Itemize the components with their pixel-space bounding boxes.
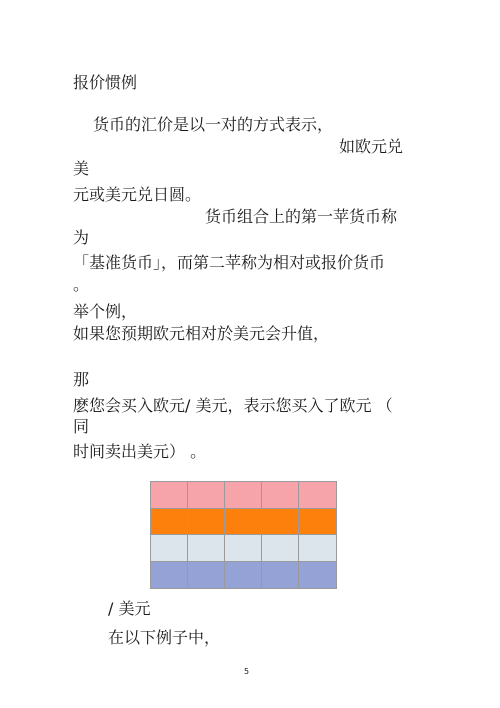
color-table <box>150 481 337 589</box>
table-cell <box>262 562 299 589</box>
table-cell <box>188 509 225 536</box>
table-cell <box>262 509 299 536</box>
paragraph-line: 。 <box>73 275 90 294</box>
paragraph-line: 「基准货币」，而第二苹称为相对或报价货币 <box>73 253 386 272</box>
paragraph-line: 为 <box>73 228 90 247</box>
section-heading: 报价惯例 <box>73 73 138 92</box>
table-cell <box>151 535 188 562</box>
table-cell <box>188 562 225 589</box>
table-cell <box>299 509 336 536</box>
table-cell <box>225 509 262 536</box>
paragraph-line: 在以下例子中， <box>108 628 221 647</box>
table-cell <box>151 509 188 536</box>
paragraph-line: 那 <box>73 370 90 389</box>
table-cell <box>151 562 188 589</box>
paragraph-line: 麽您会买入欧元/ 美元，表示您买入了欧元 （ <box>73 396 393 415</box>
table-cell <box>151 482 188 509</box>
table-cell <box>262 482 299 509</box>
paragraph-line: 货币组合上的第一苹货币称 <box>205 207 398 226</box>
table-cell <box>225 482 262 509</box>
table-cell <box>299 535 336 562</box>
table-cell <box>225 562 262 589</box>
table-cell <box>299 482 336 509</box>
paragraph-line: 如欧元兑 <box>339 137 404 156</box>
paragraph-line: 元或美元兑日圆。 <box>73 185 202 204</box>
table-cell <box>188 482 225 509</box>
paragraph-line: 如果您预期欧元相对於美元会升值， <box>73 324 330 343</box>
paragraph-line: 同 <box>73 417 90 436</box>
paragraph-line: 货币的汇价是以一对的方式表示， <box>93 115 334 134</box>
table-cell <box>299 562 336 589</box>
table-cell <box>225 535 262 562</box>
page-number: 5 <box>244 667 250 676</box>
paragraph-line: / 美元 <box>108 599 151 618</box>
paragraph-line: 时间卖出美元） 。 <box>73 442 207 461</box>
table-cell <box>262 535 299 562</box>
paragraph-line: 美 <box>73 159 90 178</box>
paragraph-line: 举个例， <box>73 302 138 321</box>
table-cell <box>188 535 225 562</box>
